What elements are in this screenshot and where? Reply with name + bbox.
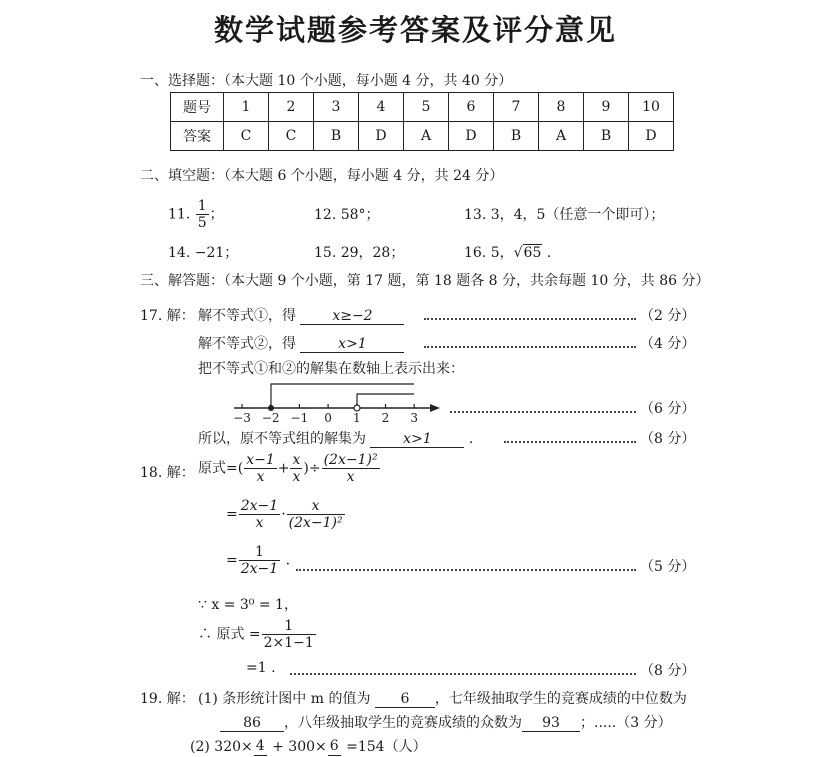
- score-leader-dots: [504, 440, 636, 443]
- part3-heading: 三、解答题：（本大题 9 个小题，第 17 题，第 18 题各 8 分，共余每题 10 分，共 86 分）: [140, 273, 710, 289]
- tick-label: −1: [290, 411, 309, 424]
- solution-ray-2: [357, 394, 414, 405]
- answer-cell: A: [404, 122, 449, 151]
- q19-line2: [220, 712, 672, 732]
- q19-label: 19. 解：: [140, 691, 195, 707]
- row-label-answer: 答案: [171, 122, 224, 151]
- q16-prefix: 16. 5，: [464, 245, 514, 261]
- q18-line4: ∵ x = 3⁰ = 1，: [198, 597, 298, 613]
- fraction: [254, 738, 267, 755]
- q17-line2-answer: x>1: [300, 336, 404, 353]
- score-leader-dots: [424, 345, 636, 348]
- q19-l3-tail: =154（人）: [341, 739, 427, 755]
- dot-operator: ·: [281, 506, 286, 523]
- denominator: x: [256, 469, 265, 486]
- part1-heading: 一、选择题：（本大题 10 个小题，每小题 4 分，共 40 分）: [140, 73, 513, 89]
- denominator: x: [292, 469, 301, 486]
- q11-number: 11.: [168, 206, 191, 223]
- tick-label: 1: [352, 411, 361, 424]
- divide-sign: )÷: [303, 460, 321, 477]
- sqrt-symbol: √: [513, 245, 523, 261]
- question-number: 7: [494, 93, 539, 122]
- q19-answer-median: 86: [220, 715, 284, 732]
- equals-sign: =: [226, 552, 238, 569]
- tick-label: −2: [261, 411, 280, 424]
- denominator: x: [346, 469, 355, 486]
- numerator: 4: [255, 738, 265, 755]
- open-dot-1: [354, 405, 360, 411]
- q17-line2-text: 解不等式②，得: [198, 336, 296, 352]
- fraction: [262, 618, 316, 651]
- fraction: [328, 738, 341, 755]
- answer-cell: B: [584, 122, 629, 151]
- numerator: (2x−1)²: [323, 452, 378, 468]
- question-number: 5: [404, 93, 449, 122]
- row-label-number: 题号: [171, 93, 224, 122]
- q19-l1-text: (1) 条形统计图中 m 的值为: [198, 691, 371, 707]
- q17-line5-score: （8 分）: [640, 431, 696, 447]
- score-leader-dots: [450, 410, 636, 413]
- q18-line3-score: （5 分）: [640, 559, 696, 575]
- answer-row: [171, 122, 674, 151]
- q11-answer: [168, 198, 224, 231]
- q18-label: 18. 解：: [140, 465, 195, 481]
- q17-line5-answer: x>1: [370, 431, 464, 448]
- q18-line1: [198, 452, 381, 485]
- q12-answer: 12. 58°；: [314, 207, 380, 223]
- q19-l3-mid: + 300×: [267, 739, 327, 755]
- q11-fraction: [196, 198, 209, 231]
- answer-cell: B: [494, 122, 539, 151]
- q19-line3: [190, 736, 427, 756]
- q19-answer-mode: 93: [522, 715, 580, 732]
- q17-line2: [198, 333, 404, 353]
- question-number: 2: [269, 93, 314, 122]
- q17-label: 17. 解：: [140, 308, 195, 324]
- page-title: 数学试题参考答案及评分意见: [213, 13, 617, 47]
- fraction: [244, 452, 277, 485]
- number-line-ticks: [233, 404, 418, 424]
- q16-radicand: 65: [523, 245, 542, 261]
- numerator: 6: [329, 738, 339, 755]
- question-number: 6: [449, 93, 494, 122]
- q18-line6-score: （8 分）: [640, 663, 696, 679]
- question-number: 4: [359, 93, 404, 122]
- fraction: [239, 544, 280, 577]
- q19-l2-tail: ；.....（3 分）: [580, 715, 672, 731]
- tick-label: 0: [324, 411, 332, 424]
- answer-table: [170, 92, 674, 151]
- fraction: [287, 498, 345, 531]
- question-number: 1: [224, 93, 269, 122]
- q19-l2-mid: ，八年级抽取学生的竞赛成绩的众数为: [284, 715, 522, 731]
- fraction: [322, 452, 380, 485]
- score-leader-dots: [290, 672, 636, 675]
- numerator: x: [292, 452, 301, 468]
- question-number: 10: [629, 93, 674, 122]
- question-number: 9: [584, 93, 629, 122]
- numerator: 2x−1: [240, 498, 279, 514]
- q17-line4-score: （6 分）: [640, 401, 696, 417]
- numerator: 1: [239, 544, 280, 561]
- question-number-row: [171, 93, 674, 122]
- q18-l5-prefix: ∴ 原式 =: [198, 626, 261, 643]
- part2-heading: 二、填空题：（本大题 6 个小题，每小题 4 分，共 24 分）: [140, 168, 504, 184]
- fraction: [290, 452, 302, 485]
- equals-sign: =: [226, 506, 238, 523]
- denominator: x: [255, 515, 264, 532]
- q18-l1-prefix: 原式=(: [198, 460, 244, 477]
- numerator: x−1: [246, 452, 275, 468]
- number-line-arrow: [430, 404, 440, 412]
- q16-answer: [464, 242, 551, 262]
- q17-line5: [198, 428, 473, 448]
- answer-cell: B: [314, 122, 359, 151]
- denominator: 2x−1: [240, 561, 279, 578]
- answer-cell: D: [449, 122, 494, 151]
- numerator: x: [287, 498, 345, 515]
- q15-answer: 15. 29，28；: [314, 245, 405, 261]
- numerator: 1: [262, 618, 316, 635]
- q17-line1-score: （2 分）: [640, 308, 696, 324]
- q17-line3: 把不等式①和②的解集在数轴上表示出来：: [198, 361, 464, 377]
- q19-line1: [198, 688, 687, 708]
- q19-l1-mid: ，七年级抽取学生的竞赛成绩的中位数为: [434, 691, 687, 707]
- answer-cell: A: [539, 122, 584, 151]
- q19-answer-m: 6: [375, 691, 435, 708]
- answer-cell: C: [224, 122, 269, 151]
- q17-line1-text: 解不等式①，得: [198, 308, 296, 324]
- q14-answer: 14. −21；: [168, 245, 239, 261]
- score-leader-dots: [424, 317, 636, 320]
- answer-cell: D: [629, 122, 674, 151]
- solution-ray-1: [271, 384, 414, 408]
- q17-line1: [198, 305, 404, 325]
- q17-line5-tail: .: [464, 431, 474, 447]
- q17-line5-text: 所以，原不等式组的解集为: [198, 431, 366, 447]
- answer-cell: C: [269, 122, 314, 151]
- question-number: 3: [314, 93, 359, 122]
- answer-cell: D: [359, 122, 404, 151]
- q18-l3-tail: .: [281, 552, 291, 569]
- fraction: [239, 498, 280, 531]
- tick-label: 2: [381, 411, 390, 424]
- tick-label: −3: [233, 411, 251, 424]
- q18-line5: [198, 618, 317, 651]
- q11-tail: ；: [209, 206, 224, 223]
- q11-frac-numerator: 1: [197, 198, 207, 214]
- q17-line1-answer: x≥−2: [300, 308, 404, 325]
- tick-label: 3: [410, 411, 419, 424]
- q11-frac-denominator: 5: [197, 215, 207, 232]
- q17-line2-score: （4 分）: [640, 336, 696, 352]
- q18-line2: [226, 498, 346, 531]
- q18-line3: [226, 544, 290, 577]
- question-number: 8: [539, 93, 584, 122]
- score-leader-dots: [296, 568, 636, 571]
- q18-line6: =1 .: [246, 660, 276, 676]
- q13-answer: 13. 3，4，5（任意一个即可）；: [464, 207, 665, 223]
- denominator: (2x−1)²: [288, 515, 343, 532]
- q16-tail: .: [542, 245, 552, 261]
- plus-sign: +: [277, 460, 290, 477]
- denominator: 2×1−1: [263, 635, 314, 652]
- q19-l3-prefix: (2) 320×: [190, 739, 253, 755]
- number-line-diagram: [226, 378, 450, 424]
